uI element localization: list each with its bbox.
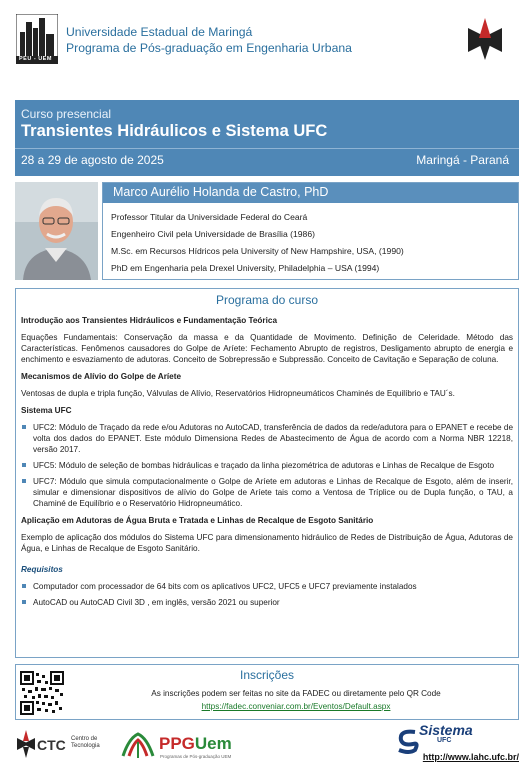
ufc-modules-list bbox=[21, 422, 513, 509]
ppg-red: PPG bbox=[159, 734, 195, 753]
divider bbox=[15, 148, 519, 149]
ctc-sub-line: Centro de bbox=[71, 736, 98, 742]
section-text: Equações Fundamentais: Conservação da massa e da Quantidade de Movimento. Definição de Celeridade. Método das Características. Fenômenos causadores do Golpe de Aríete: Fechamento Abrupto de registros, Desligamento abrupto de energia e enchimento e esvaziamento de adutoras. Conceito de Sobrepressão e Subpressão. Conceito de Cavitação e Separação de coluna. bbox=[21, 333, 513, 364]
sistema-ufc-logo bbox=[395, 722, 495, 754]
registration-section bbox=[15, 664, 519, 720]
list-item-text: UFC5: Módulo de seleção de bombas hidráulicas e traçado da linha piezométrica de adutoras e Linhas de Recalque de Esgoto bbox=[33, 461, 495, 470]
logo-text: PEU - UEM bbox=[19, 56, 52, 62]
list-item-text: UFC7: Módulo que simula computacionalmente o Golpe de Aríete em adutoras e Linhas de Recalque de Esgoto, além de inserir, simular e dimensionar dispositivos de alívio do Golpe de Aríete tais como a Ventosa de Tríplice ou de Dupla função, o TAU, a Chaminé de Equilíbrio e o Reservatório Hidropneumático. bbox=[33, 477, 513, 508]
credential-item: Professor Titular da Universidade Federal do Ceará bbox=[111, 212, 308, 222]
section-title: Aplicação em Adutoras de Água Bruta e Tratada e Linhas de Recalque de Esgoto Sanitário bbox=[21, 516, 374, 525]
ctc-star-logo bbox=[460, 16, 510, 62]
section-text: Exemplo de aplicação dos módulos do Sistema UFC para dimensionamento hidráulico de Redes de Distribuição de Água, Adutoras de Água, e Linhas de Recalque de Esgoto Sanitário. bbox=[21, 533, 513, 553]
course-title: Transientes Hidráulicos e Sistema UFC bbox=[21, 122, 328, 140]
bullet-icon bbox=[22, 463, 26, 467]
lahc-site-link[interactable]: http://www.lahc.ufc.br/ bbox=[422, 752, 519, 762]
program-title: Programa do curso bbox=[215, 293, 319, 307]
course-date: 28 a 29 de agosto de 2025 bbox=[21, 153, 164, 167]
credential-item: Engenheiro Civil pela Universidade de Brasília (1986) bbox=[111, 229, 315, 239]
speaker-info bbox=[102, 182, 519, 280]
list-item bbox=[21, 581, 513, 592]
requirements-title: Requisitos bbox=[21, 565, 63, 574]
section-text: Ventosas de dupla e tripla função, Válvulas de Alívio, Reservatórios Hidropneumáticos Chaminés de Equilíbrio e TAU´s. bbox=[21, 389, 455, 398]
peu-uem-logo bbox=[16, 14, 58, 64]
footer bbox=[15, 722, 519, 766]
list-item bbox=[21, 476, 513, 509]
ppg-uem-logo bbox=[119, 728, 249, 762]
bullet-icon bbox=[22, 479, 26, 483]
list-item-text: AutoCAD ou AutoCAD Civil 3D , em inglês, versão 2021 ou superior bbox=[33, 598, 280, 607]
program-body bbox=[21, 315, 513, 614]
ctc-sub-line: Tecnologia bbox=[71, 743, 100, 749]
bullet-icon bbox=[22, 600, 26, 604]
list-item bbox=[21, 460, 513, 471]
program-section bbox=[15, 288, 519, 658]
requirements-list bbox=[21, 581, 513, 608]
list-item bbox=[21, 597, 513, 608]
credential-item: M.Sc. em Recursos Hídricos pela University of New Hampshire, USA, (1990) bbox=[111, 246, 404, 256]
section-title: Introdução aos Transientes Hidráulicos e Fundamentação Teórica bbox=[21, 316, 278, 325]
list-item bbox=[21, 422, 513, 455]
list-item-text: UFC2: Módulo de Traçado da rede e/ou Adutoras no AutoCAD, transferência de dados da rede/adutora para o EPANET e recebe de volta dos dados do EPANET. Este módulo Dimensiona Redes de Abastecimento de Água de acordo com a Norma NBR 12218, versão 2017. bbox=[33, 423, 513, 454]
sistema-text: Sistema bbox=[419, 722, 473, 738]
course-type: Curso presencial bbox=[21, 107, 112, 121]
university-name: Universidade Estadual de Maringá bbox=[66, 25, 253, 39]
registration-link[interactable]: https://fadec.conveniar.com.br/Eventos/Default.aspx bbox=[201, 702, 391, 711]
credential-item: PhD em Engenharia pela Drexel University, Philadelphia – USA (1994) bbox=[111, 263, 380, 273]
section-title: Sistema UFC bbox=[21, 406, 72, 415]
program-name: Programa de Pós-graduação em Engenharia Urbana bbox=[66, 41, 352, 55]
header-text bbox=[66, 24, 352, 56]
ctc-subtitle bbox=[71, 736, 100, 750]
section-title: Mecanismos de Alívio do Golpe de Aríete bbox=[21, 372, 181, 381]
ppg-text bbox=[159, 734, 232, 754]
header bbox=[16, 14, 516, 66]
ctc-text: CTC bbox=[37, 737, 66, 753]
bullet-icon bbox=[22, 584, 26, 588]
speaker-name: Marco Aurélio Holanda de Castro, PhD bbox=[103, 183, 518, 203]
list-item-text: Computador com processador de 64 bits com os aplicativos UFC2, UFC5 e UFC7 previamente instalados bbox=[33, 582, 417, 591]
speaker-photo bbox=[15, 182, 98, 280]
ufc-text: UFC bbox=[437, 737, 452, 744]
ctc-footer-logo bbox=[15, 728, 107, 762]
ppg-green: Uem bbox=[194, 734, 232, 753]
course-banner bbox=[15, 100, 519, 176]
registration-text: As inscrições podem ser feitas no site da FADEC ou diretamente pelo QR Code bbox=[151, 689, 441, 698]
course-place: Maringá - Paraná bbox=[416, 153, 509, 167]
credentials-list bbox=[111, 209, 404, 277]
qr-code-icon[interactable] bbox=[20, 671, 64, 715]
bullet-icon bbox=[22, 425, 26, 429]
ppg-subtitle: Programas de Pós-graduação UEM bbox=[160, 754, 232, 759]
registration-title: Inscrições bbox=[239, 668, 295, 682]
